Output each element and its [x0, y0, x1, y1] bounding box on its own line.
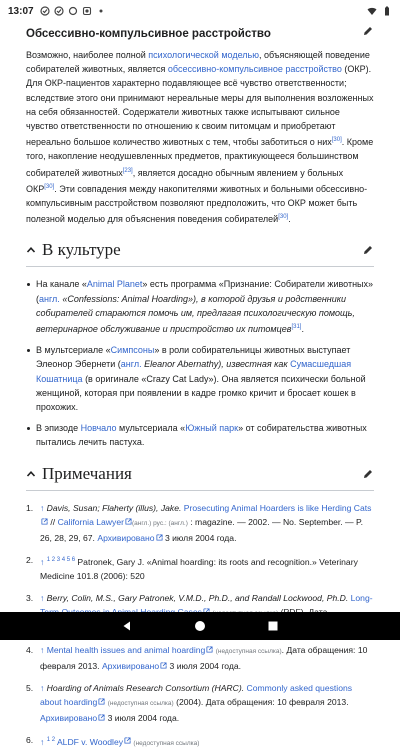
archived-link[interactable]: Архивировано — [97, 532, 155, 543]
ref-authors: Hoarding of Animals Research Consortium (HARC). — [44, 682, 247, 693]
dead-link-tag: (недоступная ссылка) — [133, 739, 200, 747]
reference-item: 2. ↑ $^{1 2 3 4 5 6}$ Patronek, Gary J. «Animal hoarding: its roots and recognition.» Veterinary Medicine 101.8 (2006): 520 — [26, 554, 358, 581]
ref-link[interactable]: ALDF v. Woodley — [56, 736, 124, 747]
back-arrow[interactable]: ↑ — [40, 502, 45, 513]
camera-icon — [82, 6, 92, 16]
notification-icon — [40, 6, 50, 16]
external-link-icon — [125, 518, 132, 525]
text: . — [301, 324, 304, 335]
paragraph — [26, 48, 374, 226]
subsection-title: Обсессивно-компульсивное расстройство — [26, 28, 271, 40]
back-icon[interactable] — [121, 620, 133, 632]
external-link-icon — [206, 646, 213, 653]
text: , является досадно обычным явлением у больных ОКР — [26, 167, 344, 194]
link-lang[interactable]: англ. — [39, 293, 60, 304]
list-item — [26, 421, 374, 449]
ref-number: 1. — [26, 502, 34, 513]
culture-list — [26, 277, 374, 449]
section-title: Примечания — [42, 463, 132, 483]
citation-31[interactable]: [31] — [291, 324, 302, 331]
reference-item — [26, 501, 374, 545]
citation-30[interactable]: [30] — [331, 137, 342, 144]
archived-link[interactable]: Архивировано — [101, 660, 160, 671]
home-icon[interactable] — [194, 620, 206, 632]
text: (2004). Дата обращения: 10 февраля 2013. — [173, 696, 349, 707]
section-title: В культуре — [42, 240, 121, 260]
text: » от собирательства животных пытались лечить пастуха. — [36, 423, 367, 448]
lang-tag: (англ.) рус.: (англ.) — [131, 519, 188, 527]
external-link-icon — [41, 518, 48, 525]
citation-30[interactable]: [30] — [44, 183, 55, 190]
ref-authors: Davis, Susan; Flaherty (illus), Jake. — [44, 502, 184, 513]
text: Возможно, наиболее полной — [26, 50, 149, 60]
link-animal-planet[interactable]: Animal Planet — [86, 279, 143, 290]
ref-link[interactable]: Mental health issues and animal hoarding — [46, 644, 206, 655]
reference-item — [26, 643, 374, 673]
citation-30[interactable]: [30] — [278, 214, 289, 221]
recents-icon[interactable] — [267, 620, 279, 632]
link-crazy-cat-lady[interactable]: Сумасшедшая Кошатница — [36, 359, 352, 384]
text: » в роли собирательницы животных выступает Элеонор Эбернети ( — [36, 345, 351, 370]
list-item — [26, 277, 374, 336]
text: (в оригинале «Crazy Cat Lady»). Она является психически больной женщиной, которая при появлении в кадре громко кричит и бросает кошек в прохожих. — [36, 373, 366, 413]
text: » Veterinary Medicine 101.8 (2006): 520 — [40, 556, 358, 581]
text: » есть программа «Признание: Собиратели животных» ( — [36, 279, 374, 304]
ref-link[interactable]: Long- — [350, 592, 373, 603]
section-header-culture[interactable] — [26, 240, 374, 267]
text: . Кроме того, накопление неодушевленных предметов, практикующееся большинством собирателей животных — [26, 137, 374, 178]
text: В эпизоде — [36, 423, 81, 434]
ref-link[interactable]: Commonly asked questions about hoarding — [40, 682, 353, 707]
archived-link[interactable]: Архивировано — [40, 712, 98, 723]
text: мультсериала « — [116, 423, 186, 434]
dead-link-tag: (недоступная ссылка) — [215, 647, 282, 655]
text: «Confessions: Animal Hoarding»), в которой друзья и родственники собирателей стараются помочь им, предлагая психологическую помощь, ветеринарное обслуживание и пристройство их питомцев — [36, 293, 355, 335]
text: 3 июля 2004 года. — [167, 660, 242, 671]
link-lang[interactable]: англ. — [120, 359, 142, 370]
text: , объясняющей поведение собирателей животных, является — [26, 50, 370, 75]
text: В мультсериале « — [36, 345, 111, 356]
sync-icon — [68, 6, 78, 16]
back-arrow[interactable]: ↑ — [40, 592, 45, 603]
chevron-up-icon[interactable] — [26, 245, 36, 255]
wifi-icon — [367, 6, 377, 16]
ref-link[interactable]: Prosecuting Animal Hoarders is like Herding Cats — [183, 502, 372, 513]
dead-link-tag: (недоступная ссылка) — [107, 699, 174, 707]
link-south-park[interactable]: Южный парк — [185, 423, 239, 434]
notification-icon — [54, 6, 64, 16]
text: 3 июля 2004 года. — [162, 532, 237, 543]
subsection-header — [26, 22, 374, 40]
section-header-notes[interactable] — [26, 464, 374, 491]
text: : magazine. — 2002. — No. September. — P. 26, 28, 29, 67. — [40, 516, 364, 543]
ref-number: 6. — [26, 734, 34, 745]
text: . Дата обращения: 10 февраля 2013. — [40, 644, 368, 671]
chevron-up-icon[interactable] — [26, 469, 36, 479]
external-link-icon — [156, 534, 163, 541]
external-link-icon — [124, 737, 131, 744]
ref-title: Animal hoarding: its roots and recognition. — [151, 556, 312, 567]
back-ref-letters[interactable]: 1 2 3 4 5 6 — [46, 556, 76, 563]
status-bar — [0, 0, 400, 22]
ref-link[interactable]: California Lawyer — [57, 516, 124, 527]
article-content — [0, 22, 400, 747]
status-time: 13:07 — [8, 5, 34, 17]
link-simpsons[interactable]: Симпсоны — [110, 345, 155, 356]
external-link-icon — [98, 698, 105, 705]
text: На канале « — [36, 279, 87, 290]
link-psych-model[interactable]: психологической моделью — [148, 50, 259, 60]
back-arrow[interactable]: ↑ — [40, 682, 45, 693]
back-arrow[interactable]: ↑ — [40, 556, 45, 567]
ref-number: 2. — [26, 554, 34, 565]
text: // — [48, 516, 58, 527]
system-icons — [367, 6, 392, 16]
ref-authors: Patronek, Gary J. — [75, 556, 147, 567]
dot-icon — [96, 6, 106, 16]
back-arrow[interactable]: ↑ — [40, 736, 45, 747]
text: Eleanor Abernathy), известная как — [141, 359, 291, 370]
text: . — [288, 214, 291, 225]
link-ocd[interactable]: обсессивно-компульсивное расстройство — [167, 64, 342, 75]
ref-authors: Berry, Colin, M.S., Gary Patronek, V.M.D., Ph.D., and Randall Lockwood, Ph.D. — [44, 592, 351, 603]
edit-icon[interactable] — [362, 244, 374, 256]
ref-number: 3. — [26, 592, 34, 603]
reference-item — [26, 733, 374, 750]
battery-icon — [382, 6, 392, 16]
text: (ОКР). Для ОКР-пациентов характерно подавляющее всё чувство ответственности; вследствие этого они принимают нереальные меры для выполнения возложенных на себя обязанностей. Содержатели животных также испытывают сильное чувство ответственности по отношению к своим питомцам и приобретают нереально большое количество животных с тем, чтобы заботиться о них — [26, 64, 374, 148]
notification-icons — [40, 6, 106, 16]
text: 3 июля 2004 года. — [105, 712, 180, 723]
back-arrow[interactable]: ↑ — [40, 644, 45, 655]
ref-number: 5. — [26, 682, 34, 693]
edit-icon[interactable] — [362, 468, 374, 480]
text: . Эти совпадения между накопителями животных и больными обсессивно-компульсивным расстройством позволяют предположить, что ОКР может быть полезной моделью для объяснения поведения собирателей — [26, 183, 368, 225]
link-episode[interactable]: Новчало — [80, 423, 117, 434]
reference-item — [26, 681, 374, 725]
back-ref-letters[interactable]: 1 2 — [46, 736, 56, 743]
citation-23[interactable]: [23] — [122, 167, 133, 174]
edit-icon[interactable] — [362, 25, 374, 37]
ref-number: 4. — [26, 644, 34, 655]
list-item — [26, 343, 374, 414]
system-nav-bar — [0, 612, 400, 640]
